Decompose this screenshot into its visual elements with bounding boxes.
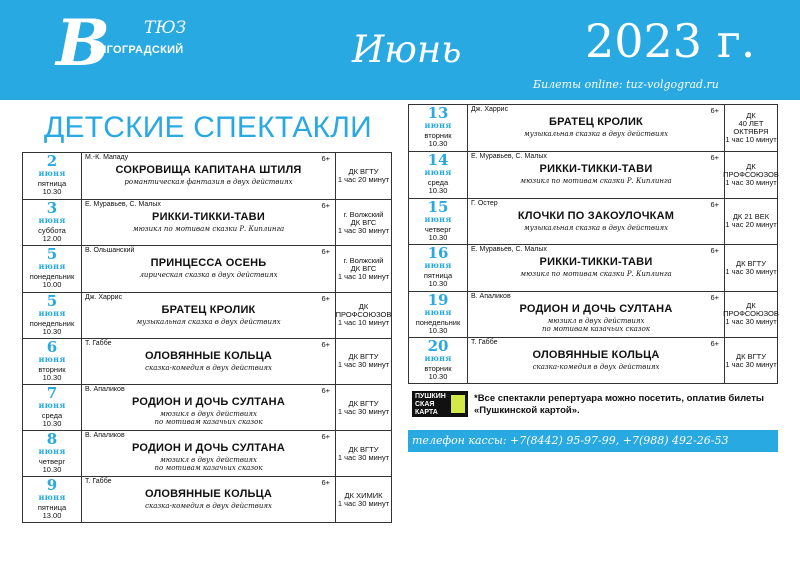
weekday: пятница <box>423 271 453 281</box>
month-name: июня <box>424 213 452 224</box>
month-name: июня <box>38 446 66 457</box>
weekday: понедельник <box>29 318 75 328</box>
logo-letter: В <box>56 6 111 81</box>
show-info-cell <box>82 431 336 476</box>
age-rating: 6+ <box>321 154 330 163</box>
show-info-cell <box>82 153 336 199</box>
date-cell <box>409 245 468 290</box>
venue-cell: ДК ВГТУ 1 час 30 минут <box>725 351 777 369</box>
weekday: понедельник <box>415 317 461 327</box>
weekday: вторник <box>38 364 66 374</box>
venue-cell: ДК 21 ВЕК 1 час 20 минут <box>725 212 777 230</box>
pushkin-card-note: *Все спектакли репертуара можно посетить, оплатив билеты «Пушкинской картой». <box>474 393 764 416</box>
day-number: 2 <box>46 152 58 170</box>
show-genre: мюзикл по мотивам сказки Р. Киплинга <box>520 270 672 279</box>
age-rating: 6+ <box>321 478 330 488</box>
age-rating: 6+ <box>710 246 719 256</box>
show-time: 10.30 <box>42 187 62 196</box>
day-number: 14 <box>427 151 449 170</box>
show-time: 10.30 <box>42 326 62 336</box>
show-title: РИККИ-ТИККИ-ТАВИ <box>539 163 653 176</box>
weekday: четверг <box>38 457 66 467</box>
age-rating: 6+ <box>710 339 719 348</box>
schedule-row <box>23 199 391 245</box>
schedule-row <box>23 384 391 430</box>
show-title: РОДИОН И ДОЧЬ СУЛТАНА <box>132 442 285 455</box>
schedule-row <box>409 244 777 290</box>
day-number: 5 <box>46 291 58 310</box>
header-banner <box>0 0 800 100</box>
age-rating: 6+ <box>321 201 330 211</box>
month-name: июня <box>38 353 66 364</box>
date-cell <box>409 105 468 151</box>
show-genre: музыкальная сказка в двух действиях <box>523 130 669 138</box>
venue-cell: ДК ПРОФСОЮЗОВ 1 час 30 минут <box>723 162 779 188</box>
month-name: июня <box>424 167 452 178</box>
author: В. Апаликов <box>85 432 125 440</box>
schedule-row <box>23 430 391 476</box>
section-title: ДЕТСКИЕ СПЕКТАКЛИ <box>44 111 372 144</box>
venue-cell: ДК ВГТУ 1 час 20 минут <box>337 167 390 185</box>
show-genre: мюзикл в двух действиях по мотивам казачьих сказок <box>154 410 263 426</box>
author: В. Апаликов <box>85 386 125 393</box>
date-cell <box>23 293 82 338</box>
show-title: ОЛОВЯННЫЕ КОЛЬЦА <box>532 349 660 361</box>
schedule-row <box>23 153 391 199</box>
author: М.-К. Мападу <box>85 154 129 161</box>
weekday: вторник <box>424 131 452 140</box>
author: Дж. Харрис <box>471 106 509 113</box>
show-title: БРАТЕЦ КРОЛИК <box>549 116 643 128</box>
show-genre: мюзикл по мотивам сказки Р. Киплинга <box>132 225 285 234</box>
show-time: 10.00 <box>42 280 62 290</box>
schedule-row <box>409 198 777 244</box>
day-number: 9 <box>46 476 58 495</box>
weekday: среда <box>41 411 63 420</box>
age-rating: 6+ <box>710 199 719 209</box>
show-title: БРАТЕЦ КРОЛИК <box>161 303 256 316</box>
date-cell <box>409 292 468 337</box>
show-genre: сказка-комедия в двух действиях <box>145 502 272 511</box>
author: В. Ольшанский <box>85 247 135 255</box>
show-info-cell <box>468 338 725 383</box>
weekday: суббота <box>38 226 66 236</box>
author: Т. Габбе <box>471 339 498 346</box>
venue-cell: ДК ВГТУ 1 час 30 минут <box>725 258 777 276</box>
pushkin-badge-line2: СКАЯ <box>415 401 435 408</box>
schedule-row <box>409 337 777 383</box>
weekday: пятница <box>37 179 67 188</box>
age-rating: 6+ <box>710 106 719 115</box>
month-name: июня <box>424 120 452 130</box>
show-title: РИККИ-ТИККИ-ТАВИ <box>152 211 265 224</box>
age-rating: 6+ <box>710 292 719 302</box>
box-office-phone[interactable]: телефон кассы: +7(8442) 95-97-99, +7(988) 492-26-53 <box>412 434 729 447</box>
age-rating: 6+ <box>321 386 330 395</box>
day-number: 5 <box>46 245 58 264</box>
author: В. Апаликов <box>471 292 511 300</box>
schedule-row <box>409 105 777 151</box>
weekday: понедельник <box>29 272 75 282</box>
month-name: июня <box>38 168 66 178</box>
pushkin-badge-line1: ПУШКИН <box>415 393 446 400</box>
schedule-row <box>23 292 391 338</box>
month-name: июня <box>424 260 452 271</box>
month-name: июня <box>38 261 66 272</box>
month-name: июня <box>424 353 452 363</box>
day-number: 15 <box>427 197 449 216</box>
show-info-cell <box>82 200 336 245</box>
show-info-cell <box>82 339 336 384</box>
age-rating: 6+ <box>710 153 719 163</box>
weekday: вторник <box>424 364 452 373</box>
show-time: 10.30 <box>42 372 62 382</box>
venue-cell: ДК ПРОФСОЮЗОВ 1 час 30 минут <box>723 301 779 327</box>
schedule-table-left <box>22 152 392 523</box>
pushkin-card-badge <box>412 391 468 417</box>
theatre-logo[interactable] <box>56 6 196 81</box>
day-number: 13 <box>427 104 449 122</box>
show-info-cell <box>82 293 336 338</box>
weekday: пятница <box>37 503 67 513</box>
month-name: июня <box>38 400 66 410</box>
day-number: 8 <box>46 430 58 449</box>
show-title: РОДИОН И ДОЧЬ СУЛТАНА <box>519 302 673 315</box>
venue-cell: ДК ВГТУ 1 час 30 минут <box>337 398 390 416</box>
day-number: 3 <box>46 199 58 218</box>
show-title: СОКРОВИЩА КАПИТАНА ШТИЛЯ <box>115 164 302 176</box>
author: Е. Муравьев, С. Малых <box>85 201 161 209</box>
show-time: 10.30 <box>428 372 448 381</box>
show-genre: мюзикл по мотивам сказки Р. Киплинга <box>520 177 672 186</box>
pushkin-card-icon <box>451 395 465 413</box>
show-info-cell <box>468 152 725 197</box>
pushkin-badge-line3: КАРТА <box>415 409 438 416</box>
day-number: 6 <box>46 337 58 356</box>
show-genre: мюзикл в двух действиях по мотивам казачьих сказок <box>541 316 651 333</box>
logo-tuz: ТЮЗ <box>144 18 187 38</box>
month-name: июня <box>38 215 66 226</box>
author: Т. Габбе <box>85 339 112 347</box>
date-cell <box>23 385 82 430</box>
month-name: июня <box>424 306 452 317</box>
age-rating: 6+ <box>321 293 330 303</box>
show-time: 10.30 <box>428 325 448 335</box>
venue-cell: ДК 40 ЛЕТ ОКТЯБРЯ 1 час 10 минут <box>725 111 777 145</box>
schedule-row <box>409 151 777 197</box>
schedule-row <box>409 291 777 337</box>
date-cell <box>23 431 82 476</box>
show-time: 10.30 <box>42 419 62 428</box>
date-cell <box>23 477 82 522</box>
show-info-cell <box>468 245 725 290</box>
year-title: 2023 г. <box>585 14 756 68</box>
show-genre: музыкальная сказка в двух действиях <box>523 223 669 232</box>
date-cell <box>409 199 468 244</box>
show-title: РИККИ-ТИККИ-ТАВИ <box>539 256 653 269</box>
date-cell <box>23 200 82 245</box>
author: Дж. Харрис <box>85 293 123 301</box>
venue-cell: ДК ВГТУ 1 час 30 минут <box>337 352 390 370</box>
show-genre: сказка-комедия в двух действиях <box>532 363 660 371</box>
schedule-row <box>23 338 391 384</box>
show-info-cell <box>468 199 725 244</box>
show-info-cell <box>82 385 336 430</box>
show-genre: мюзикл в двух действиях по мотивам казачьих сказок <box>154 456 263 473</box>
day-number: 7 <box>46 384 58 402</box>
date-cell <box>409 152 468 197</box>
month-name: июня <box>38 492 66 503</box>
venue-cell: ДК ХИМИК 1 час 30 минут <box>337 490 390 508</box>
weekday: среда <box>427 178 449 188</box>
logo-city: ОЛГОГРАДСКИЙ <box>90 44 184 56</box>
date-cell <box>409 338 468 383</box>
show-title: РОДИОН И ДОЧЬ СУЛТАНА <box>132 396 285 408</box>
show-genre: сказка-комедия в двух действиях <box>145 363 272 372</box>
show-info-cell <box>82 477 336 522</box>
schedule-table-right <box>408 104 778 384</box>
show-time: 10.30 <box>428 186 448 196</box>
show-title: ОЛОВЯННЫЕ КОЛЬЦА <box>145 488 272 501</box>
show-title: ПРИНЦЕССА ОСЕНЬ <box>150 257 267 270</box>
show-time: 13.00 <box>42 511 62 521</box>
author: Е. Муравьев, С. Малых <box>471 153 547 161</box>
show-genre: романтическая фантазия в двух действиях <box>124 178 293 186</box>
weekday: четверг <box>424 224 452 234</box>
show-time: 10.30 <box>42 465 62 475</box>
day-number: 20 <box>427 337 449 355</box>
age-rating: 6+ <box>321 432 330 442</box>
show-genre: лирическая сказка в двух действиях <box>139 271 278 280</box>
show-title: ОЛОВЯННЫЕ КОЛЬЦА <box>145 349 272 362</box>
day-number: 16 <box>427 244 449 263</box>
show-title: КЛОЧКИ ПО ЗАКОУЛОЧКАМ <box>517 209 675 222</box>
show-time: 10.30 <box>428 279 448 289</box>
date-cell <box>23 246 82 291</box>
show-info-cell <box>468 292 725 337</box>
author: Г. Остер <box>471 199 498 207</box>
venue-cell: ДК ВГТУ 1 час 30 минут <box>337 444 390 462</box>
venue-cell: ДК ПРОФСОЮЗОВ 1 час 10 минут <box>335 302 392 328</box>
date-cell <box>23 153 82 199</box>
age-rating: 6+ <box>321 247 330 257</box>
age-rating: 6+ <box>321 339 330 349</box>
show-info-cell <box>468 105 725 151</box>
author: Т. Габбе <box>85 478 112 486</box>
schedule-row <box>23 476 391 522</box>
date-cell <box>23 339 82 384</box>
venue-cell: г. Волжский ДК ВГС 1 час 10 минут <box>337 255 390 281</box>
venue-cell: г. Волжский ДК ВГС 1 час 30 минут <box>337 209 390 235</box>
show-genre: музыкальная сказка в двух действиях <box>136 317 281 326</box>
day-number: 19 <box>427 290 449 309</box>
month-name: июня <box>38 307 66 318</box>
show-time: 12.00 <box>42 234 62 244</box>
show-time: 10.30 <box>428 232 448 242</box>
phone-bar <box>408 430 778 452</box>
schedule-row <box>23 245 391 291</box>
author: Е. Муравьев, С. Малых <box>471 246 547 254</box>
month-title: Июнь <box>352 28 462 71</box>
tickets-online-link[interactable]: Билеты online: tuz-volgograd.ru <box>533 78 719 91</box>
show-time: 10.30 <box>428 139 448 148</box>
show-info-cell <box>82 246 336 291</box>
